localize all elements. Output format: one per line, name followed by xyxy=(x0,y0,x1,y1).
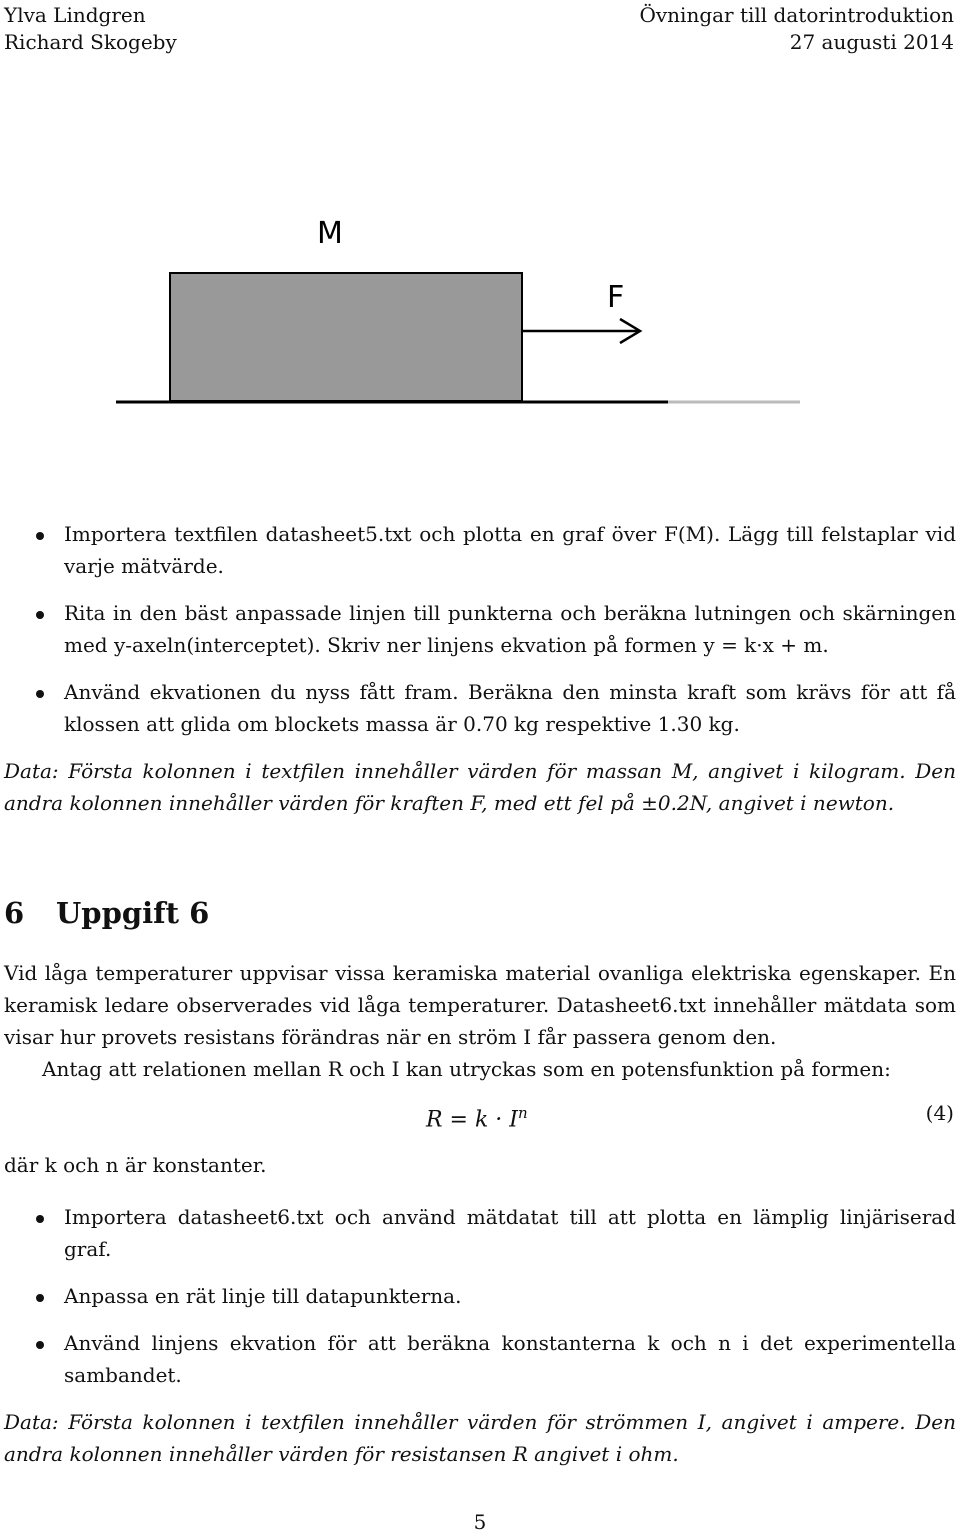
section6-intro: Vid låga temperaturer uppvisar vissa keramiska material ovanliga elektriska egenskaper. En keramisk ledare observerades vid låga temperaturer. Datasheet6.txt innehåller mätdata som visar hur provets resistans förändras när en ström I får passera genom den. xyxy=(4,961,956,1049)
header-course-info xyxy=(639,2,954,56)
section6-content xyxy=(4,957,956,1470)
exercise5-bullets xyxy=(4,518,956,740)
list-item: Importera textfilen datasheet5.txt och plotta en graf över F(M). Lägg till felstaplar vid varje mätvärde. xyxy=(4,518,956,582)
power-law-formula xyxy=(426,1097,528,1136)
formula-exponent: n xyxy=(518,1104,528,1122)
section-number: 6 xyxy=(4,896,25,930)
section6-intro-2: Antag att relationen mellan R och I kan utryckas som en potensfunktion på formen: xyxy=(42,1057,891,1081)
list-item: Använd ekvationen du nyss fått fram. Beräkna den minsta kraft som krävs för att få klossen att glida om blockets massa är 0.70 kg respektive 1.30 kg. xyxy=(4,676,956,740)
author-2: Richard Skogeby xyxy=(4,30,177,54)
course-title: Övningar till datorintroduktion xyxy=(639,3,954,27)
author-1: Ylva Lindgren xyxy=(4,3,146,27)
equation-number: (4) xyxy=(925,1101,954,1125)
block-force-figure xyxy=(110,205,810,415)
mass-block xyxy=(170,273,522,401)
exercise5-content xyxy=(4,518,956,819)
list-item: Importera datasheet6.txt och använd mätdatat till att plotta en lämplig linjäriserad graf. xyxy=(4,1201,956,1265)
section-heading xyxy=(4,895,209,931)
formula-row xyxy=(4,1097,956,1149)
section6-data-note: Data: Första kolonnen i textfilen innehåller värden för strömmen I, angivet i ampere. Den andra kolonnen innehåller värden för resistansen R angivet i ohm. xyxy=(4,1410,956,1466)
mass-label: M xyxy=(317,216,343,251)
section6-bullets xyxy=(4,1201,956,1391)
section-title: Uppgift 6 xyxy=(56,896,210,930)
header-authors xyxy=(4,2,177,56)
after-formula-text: där k och n är konstanter. xyxy=(4,1153,267,1177)
force-label: F xyxy=(607,280,625,315)
exercise5-data-note: Data: Första kolonnen i textfilen innehåller värden för massan M, angivet i kilogram. Den andra kolonnen innehåller värden för kraften F, med ett fel på ±0.2N, angivet i newton. xyxy=(4,759,956,815)
list-item: Använd linjens ekvation för att beräkna konstanterna k och n i det experimentella sambandet. xyxy=(4,1327,956,1391)
list-item: Rita in den bäst anpassade linjen till punkterna och beräkna lutningen och skärningen med y-axeln(interceptet). Skriv ner linjens ekvation på formen y = k·x + m. xyxy=(4,597,956,661)
list-item: Anpassa en rät linje till datapunkterna. xyxy=(4,1280,956,1312)
page-number: 5 xyxy=(473,1510,487,1534)
header-date: 27 augusti 2014 xyxy=(789,30,954,54)
formula-base: R = k · I xyxy=(426,1107,518,1133)
